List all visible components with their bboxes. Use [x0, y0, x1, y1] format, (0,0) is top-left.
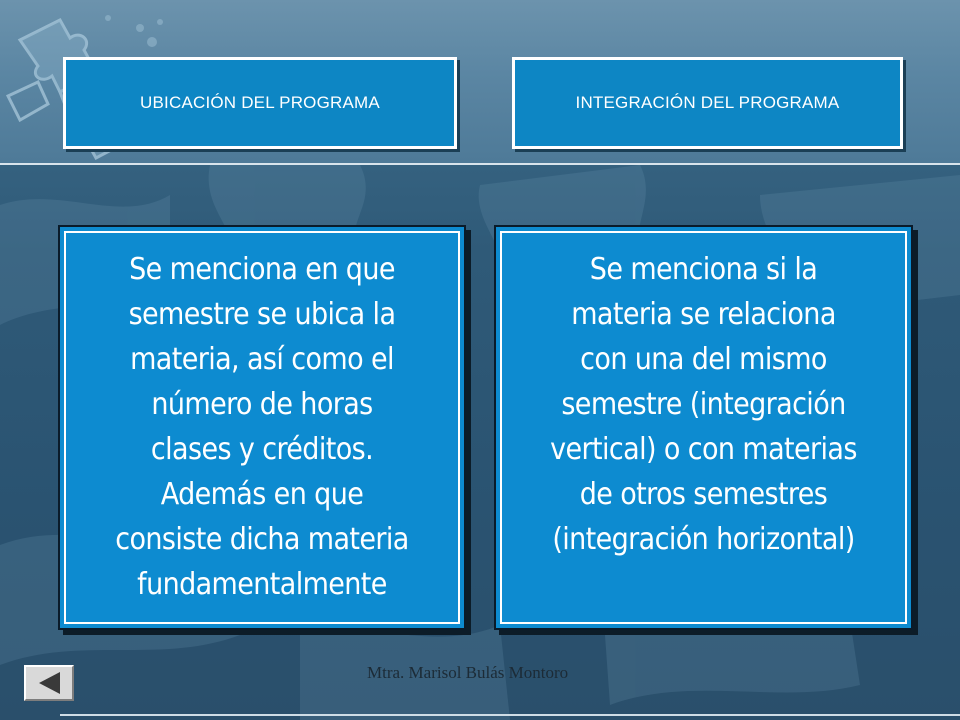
text-line: con una del mismo — [580, 342, 827, 377]
ubicacion-description-frame — [64, 231, 460, 624]
text-line: semestre se ubica la — [128, 297, 396, 332]
text-line: Además en que — [160, 477, 364, 512]
ubicacion-description-text — [115, 247, 408, 607]
text-line: vertical) o con materias — [550, 432, 857, 467]
integracion-description-frame — [500, 231, 907, 624]
text-line: de otros semestres — [579, 477, 828, 512]
text-line: semestre (integración — [561, 387, 846, 422]
back-button[interactable] — [24, 665, 74, 701]
integracion-programa-button[interactable] — [512, 57, 903, 149]
integracion-description-box — [494, 225, 913, 630]
text-line: materia, así como el — [130, 342, 394, 377]
text-line: número de horas — [151, 387, 373, 422]
text-line: consiste dicha materia — [115, 522, 409, 557]
text-line: materia se relaciona — [571, 297, 836, 332]
author-footer: Mtra. Marisol Bulás Montoro — [367, 663, 569, 682]
footer-divider — [60, 714, 960, 716]
text-line: (integración horizontal) — [552, 522, 855, 557]
integracion-programa-label: INTEGRACIÓN DEL PROGRAMA — [575, 93, 840, 112]
text-line: clases y créditos. — [150, 432, 374, 467]
ubicacion-description-box — [58, 225, 466, 630]
text-line: Se menciona si la — [589, 252, 818, 287]
text-line: Se menciona en que — [129, 252, 395, 287]
ubicacion-programa-button[interactable] — [63, 57, 457, 149]
integracion-description-text — [550, 247, 857, 562]
back-arrow-icon — [26, 667, 72, 699]
text-line: fundamentalmente — [137, 567, 387, 602]
ubicacion-programa-label: UBICACIÓN DEL PROGRAMA — [140, 93, 380, 112]
